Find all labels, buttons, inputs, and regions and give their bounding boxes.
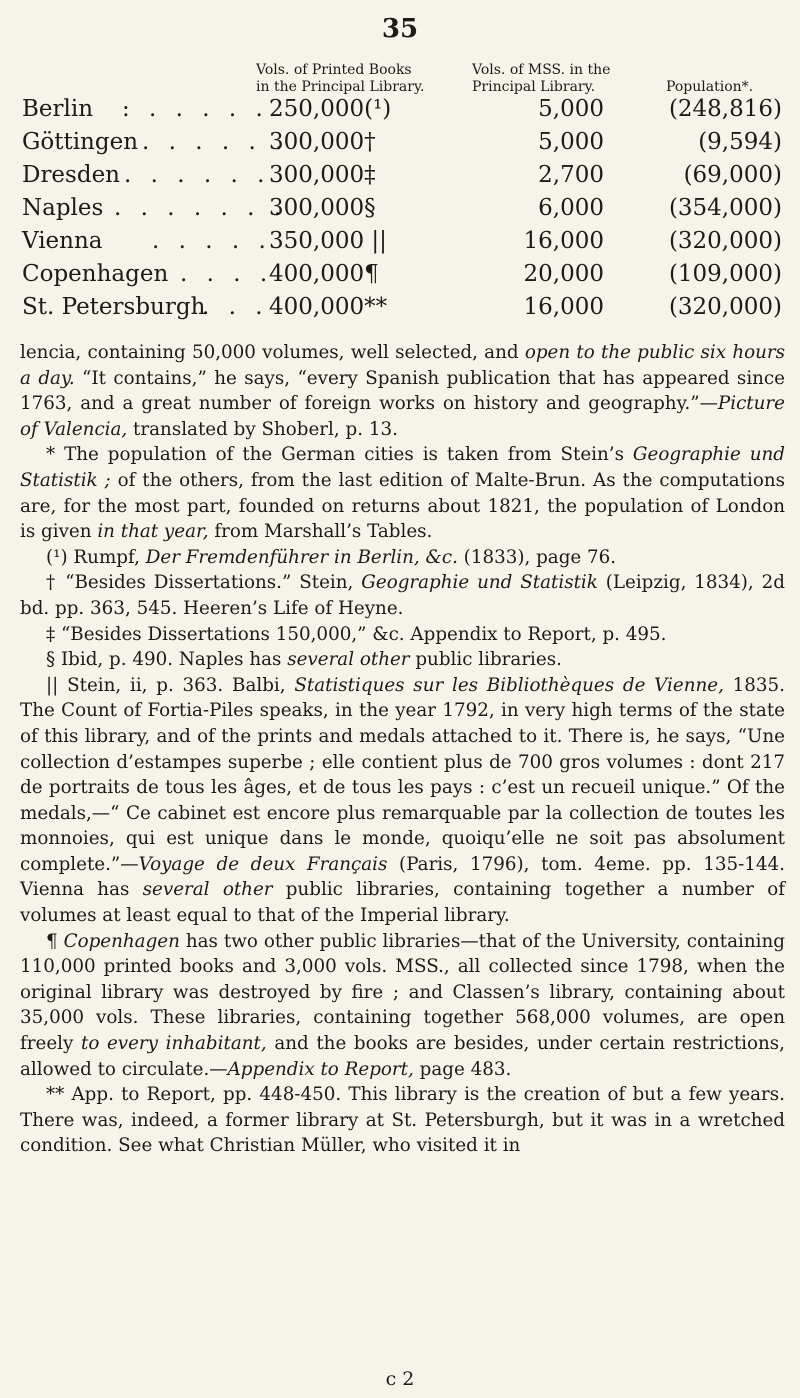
leader-dots: . . . . . — [152, 228, 272, 254]
footnote-section — [20, 647, 785, 673]
city-name: St. Petersburgh — [22, 294, 206, 320]
leader-dots: . . . . . . . — [114, 195, 288, 221]
population-value: (109,000) — [668, 261, 782, 287]
italic-run: to every inhabitant, — [80, 1033, 267, 1055]
footnote-dagger — [20, 570, 785, 621]
printed-books-value: 300,000‡ — [269, 162, 376, 188]
table-row — [22, 261, 782, 291]
city-name: Copenhagen — [22, 261, 169, 287]
italic-run: Geographie und Statistik ; — [20, 444, 785, 491]
italic-run: in that year, — [97, 521, 209, 543]
text-run: has two other public libraries—that of the University, containing 110,000 printed books and 3,000 vols. MSS., all collected since 1798, when the original library was destroyed by fire ; and Classen’s library, containing about 35,000 vols. These libraries, containing together 568,000 volumes, are open freely — [20, 930, 785, 1055]
table-row — [22, 294, 782, 324]
leader-dots: . . . . . . — [124, 162, 271, 188]
text-run: † “Besides Dissertations.” Stein, — [46, 572, 362, 594]
mss-value: 16,000 — [523, 294, 604, 320]
population-value: (320,000) — [668, 294, 782, 320]
table-row — [22, 129, 782, 159]
text-run: public libraries, containing together a number of volumes at least equal to that of the Imperial library. — [20, 879, 785, 927]
mss-value: 6,000 — [538, 195, 604, 221]
text-run: “It contains,” he says, “every Spanish publication that has appeared since 1763, and a great number of foreign works on history and geography.”— — [20, 367, 785, 415]
mss-value: 5,000 — [538, 96, 604, 122]
city-name: Naples — [22, 195, 104, 221]
header-population-text: Population*. — [666, 79, 754, 95]
text-run: lencia, containing 50,000 volumes, well selected, and — [20, 342, 525, 363]
text-run: (1833), page 76. — [457, 546, 617, 568]
city-name: Vienna — [22, 228, 103, 254]
text-run: ** App. to Report, pp. 448-450. This library is the creation of but a few years. There was, indeed, a former library at St. Petersburgh, but it was in a wretched condition. See what Christian Müller, who visited it in — [20, 1084, 785, 1157]
page-number: 35 — [381, 14, 419, 44]
header-mss-text: Vols. of MSS. in the Principal Library. — [472, 62, 611, 95]
mss-value: 2,700 — [538, 162, 604, 188]
text-run: (Leipzig, 1834), 2d bd. pp. 363, 545. Heeren’s Life of Heyne. — [20, 572, 785, 619]
population-value: (354,000) — [668, 195, 782, 221]
leader-dots: . . . . . . — [142, 129, 289, 155]
leader-dots: . . . . — [180, 261, 274, 287]
italic-run: Statistiques sur les Bibliothèques de Vienne, — [294, 674, 724, 696]
population-value: (9,594) — [698, 129, 782, 155]
text-run: and the books are besides, under certain restrictions, allowed to circulate.— — [20, 1033, 785, 1080]
printed-books-value: 250,000(¹) — [269, 96, 392, 122]
text-run: § Ibid, p. 490. Naples has — [46, 649, 288, 671]
text-run: ¶ — [46, 930, 64, 952]
city-name: Göttingen — [22, 129, 139, 155]
city-name: Dresden — [22, 162, 120, 188]
header-printed-books-text: Vols. of Printed Books in the Principal Library. — [256, 62, 425, 95]
italic-run: Geographie und Statistik — [361, 572, 598, 594]
text-run: * The population of the German cities is taken from Stein’s — [46, 444, 633, 466]
footnote-parallel — [20, 673, 785, 929]
signature-mark: c 2 — [385, 1368, 415, 1390]
text-run: (¹) Rumpf, — [46, 546, 146, 568]
text-run: || Stein, ii, p. 363. Balbi, — [46, 674, 295, 696]
text-run: page 483. — [413, 1058, 512, 1080]
paragraph — [20, 340, 785, 442]
italic-run: open to the public six hours a day. — [20, 342, 785, 389]
population-value: (248,816) — [668, 96, 782, 122]
table-row — [22, 96, 782, 126]
italic-run: Appendix to Report, — [227, 1058, 414, 1080]
mss-value: 16,000 — [523, 228, 604, 254]
italic-run: Picture of Valencia, — [20, 393, 785, 440]
italic-run: several other — [287, 649, 410, 671]
italic-run: Voyage de deux Français — [138, 853, 388, 875]
population-value: (320,000) — [668, 228, 782, 254]
population-value: (69,000) — [683, 162, 782, 188]
table-row — [22, 162, 782, 192]
italic-run: Copenhagen — [63, 930, 180, 952]
header-printed-books — [256, 62, 424, 96]
footnote-population — [20, 442, 785, 544]
footnote-double-star — [20, 1082, 785, 1159]
leader-dots: : . . . . . — [122, 96, 269, 122]
printed-books-value: 350,000 || — [269, 228, 387, 254]
printed-books-value: 400,000** — [269, 294, 388, 320]
mss-value: 5,000 — [538, 129, 604, 155]
footnote-pilcrow — [20, 929, 785, 1083]
printed-books-value: 300,000† — [269, 129, 376, 155]
italic-run: several other — [142, 879, 273, 901]
text-block — [20, 340, 785, 1159]
mss-value: 20,000 — [523, 261, 604, 287]
text-run: ‡ “Besides Dissertations 150,000,” &c. Appendix to Report, p. 495. — [46, 623, 667, 645]
text-run: from Marshall’s Tables. — [208, 521, 433, 543]
text-run: translated by Shoberl, p. 13. — [127, 418, 398, 440]
italic-run: Der Fremdenführer in Berlin, &c. — [145, 546, 458, 568]
header-population — [666, 79, 753, 96]
city-name: Berlin — [22, 96, 94, 122]
leader-dots: . . . — [202, 294, 269, 320]
table-row — [22, 228, 782, 258]
text-run: public libraries. — [409, 649, 562, 671]
printed-books-value: 400,000¶ — [269, 261, 379, 287]
header-mss — [472, 62, 610, 96]
text-run: of the others, from the last edition of Malte-Brun. As the computations are, for the most part, founded on returns about 1821, the population of London is given — [20, 469, 785, 543]
text-run: 1835. The Count of Fortia-Piles speaks, in the year 1792, in very high terms of the state of this library, and of the prints and medals attached to it. There is, he says, “Une collection d’estampes superbe ; elle contient plus de 700 gros volumes : dont 217 de portraits de tous les âges, et de tous les pays : c’est un recueil unique.” Of the medals,—“ Ce cabinet est encore plus remarquable par la collection de toutes les monnoies, qui est unique dans le monde, quoiqu’elle ne soit pas absolument complete.”— — [20, 674, 785, 875]
footnote-double-dagger — [20, 622, 785, 648]
table-row — [22, 195, 782, 225]
footnote-1 — [20, 545, 785, 571]
printed-books-value: 300,000§ — [269, 195, 376, 221]
text-run: (Paris, 1796), tom. 4eme. pp. 135-144. Vienna has — [20, 853, 785, 901]
